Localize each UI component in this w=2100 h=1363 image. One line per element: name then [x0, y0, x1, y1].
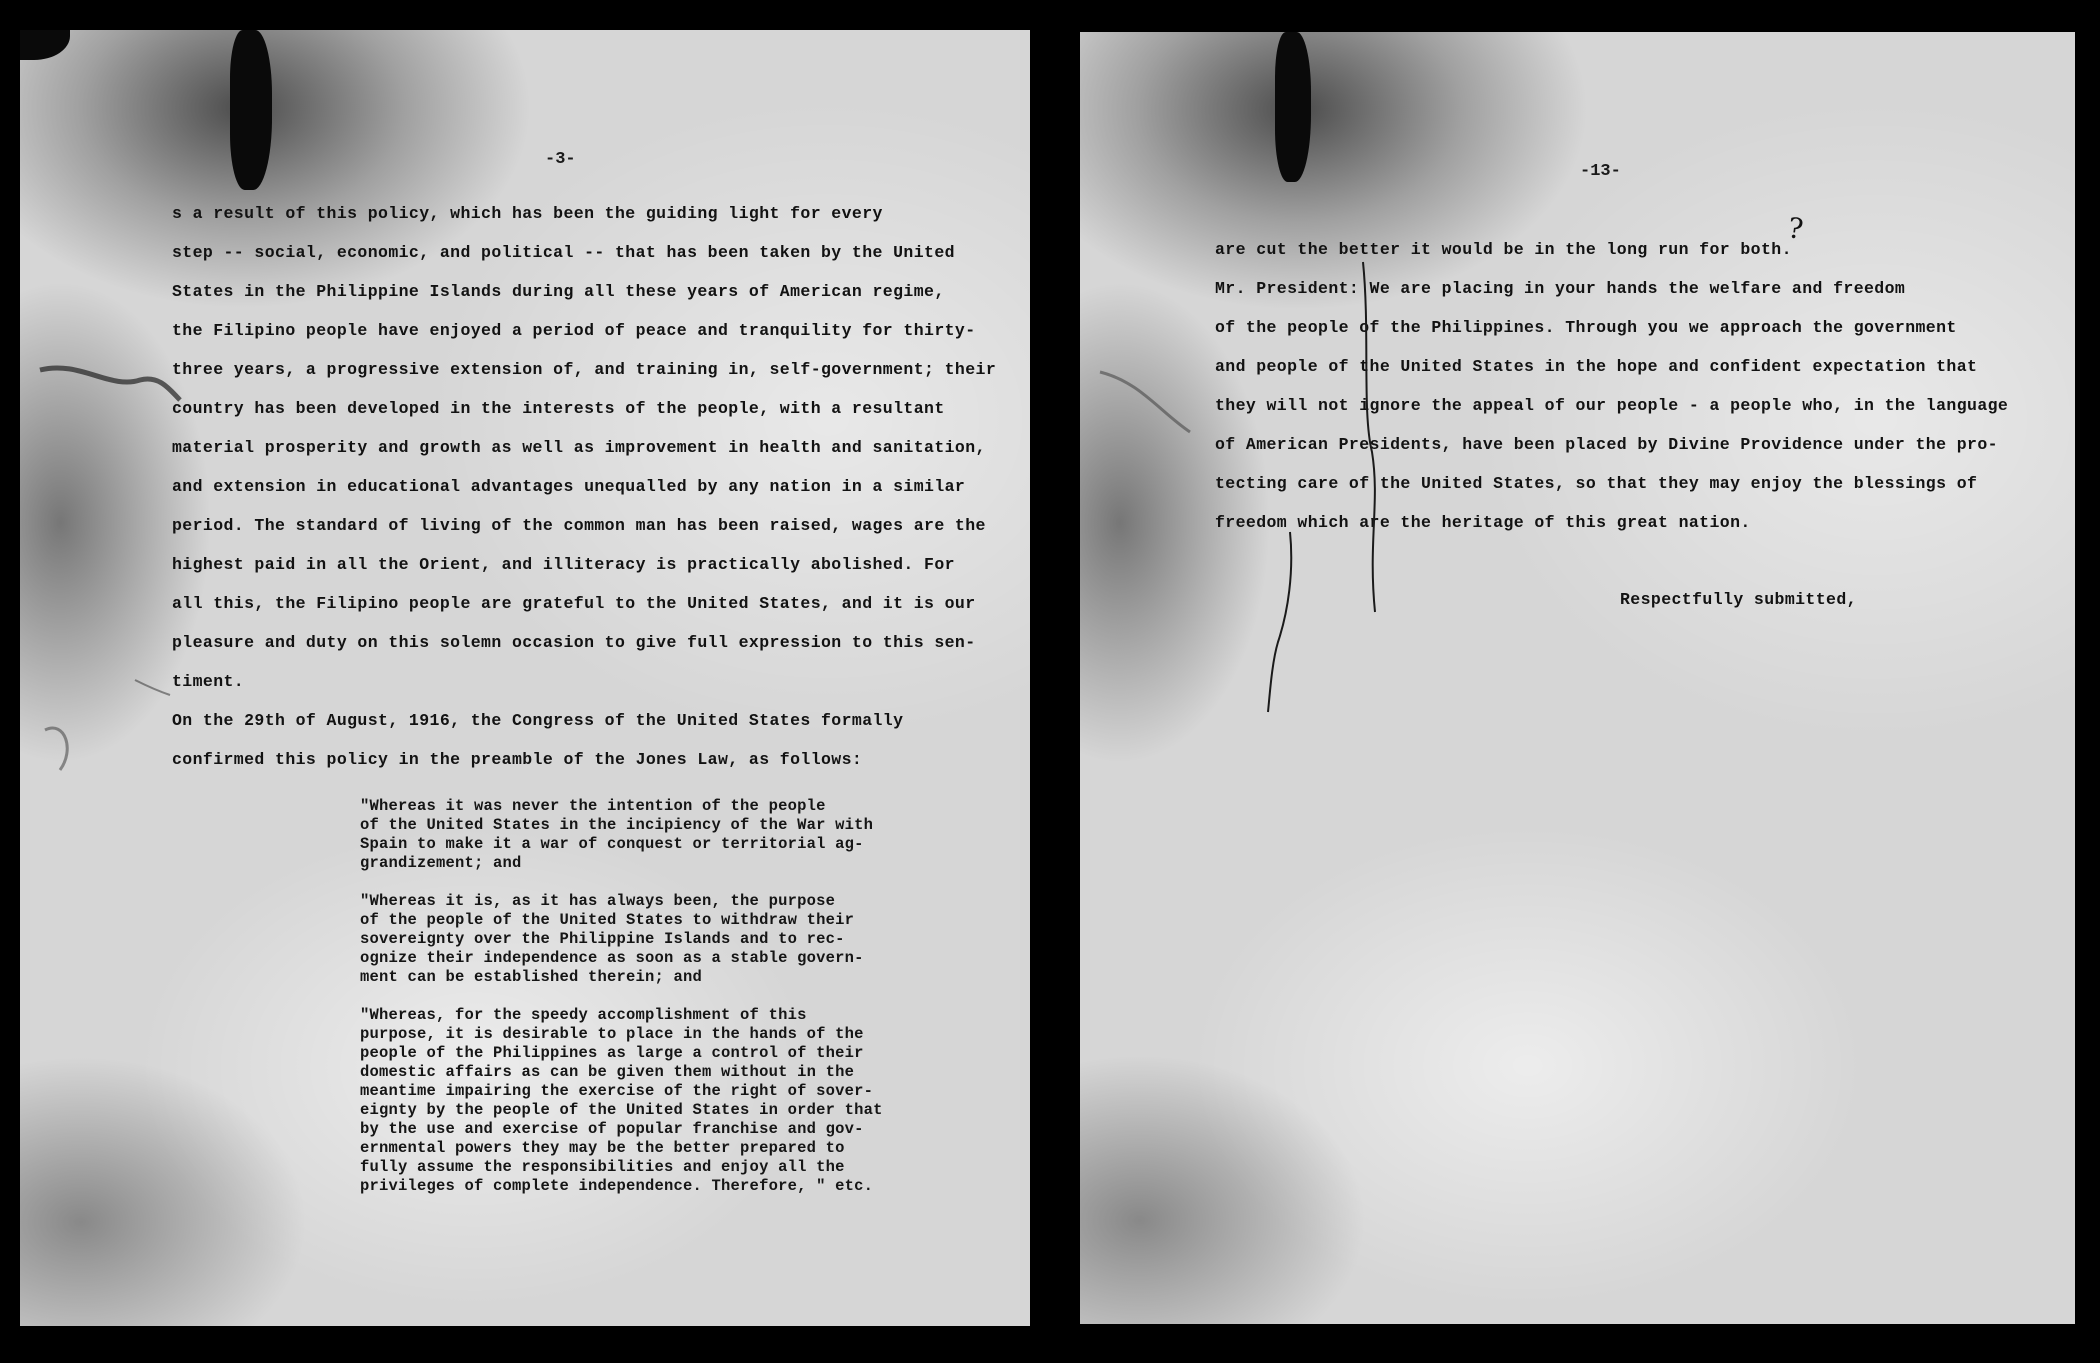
- body-line: On the 29th of August, 1916, the Congress of the United States formally: [172, 711, 904, 730]
- quote-line: meantime impairing the exercise of the right of sover-: [360, 1082, 874, 1100]
- closing-signature: Respectfully submitted,: [1620, 590, 1857, 609]
- body-line: and people of the United States in the hope and confident expectation that: [1215, 357, 1978, 376]
- quote-line: purpose, it is desirable to place in the hands of the: [360, 1025, 864, 1043]
- body-line: three years, a progressive extension of, and training in, self-government; their: [172, 360, 997, 379]
- quote-line: Spain to make it a war of conquest or territorial ag-: [360, 835, 864, 853]
- body-line: all this, the Filipino people are grateful to the United States, and it is our: [172, 594, 976, 613]
- quote-line: by the use and exercise of popular franchise and gov-: [360, 1120, 864, 1138]
- body-line: material prosperity and growth as well as improvement in health and sanitation,: [172, 438, 986, 457]
- body-line: confirmed this policy in the preamble of the Jones Law, as follows:: [172, 750, 863, 769]
- right-page: [1080, 32, 2075, 1324]
- body-line: freedom which are the heritage of this great nation.: [1215, 513, 1751, 532]
- left-page: [20, 30, 1030, 1326]
- quote-line: sovereignty over the Philippine Islands and to rec-: [360, 930, 845, 948]
- quote-line: of the United States in the incipiency of the War with: [360, 816, 874, 834]
- body-line: States in the Philippine Islands during all these years of American regime,: [172, 282, 945, 301]
- handwritten-question-mark: ?: [1785, 211, 1806, 246]
- left-page-number: -3-: [545, 150, 576, 169]
- body-line: highest paid in all the Orient, and illiteracy is practically abolished. For: [172, 555, 955, 574]
- body-line: pleasure and duty on this solemn occasion to give full expression to this sen-: [172, 633, 976, 652]
- quote-line: "Whereas it is, as it has always been, the purpose: [360, 892, 836, 910]
- quote-line: people of the Philippines as large a control of their: [360, 1044, 864, 1062]
- body-line: of American Presidents, have been placed by Divine Providence under the pro-: [1215, 435, 1998, 454]
- quote-line: ognize their independence as soon as a stable govern-: [360, 949, 864, 967]
- quote-line: ment can be established therein; and: [360, 968, 703, 986]
- right-page-pen-marks: [1080, 32, 2075, 1324]
- body-line: timent.: [172, 672, 245, 691]
- quote-line: "Whereas it was never the intention of the people: [360, 797, 826, 815]
- quote-line: fully assume the responsibilities and enjoy all the: [360, 1158, 845, 1176]
- body-line: s a result of this policy, which has been the guiding light for every: [172, 204, 883, 223]
- quote-line: eignty by the people of the United States in order that: [360, 1101, 883, 1119]
- body-line: of the people of the Philippines. Through you we approach the government: [1215, 318, 1957, 337]
- body-line: and extension in educational advantages unequalled by any nation in a similar: [172, 477, 966, 496]
- right-page-number: -13-: [1580, 162, 1621, 181]
- body-line: step -- social, economic, and political -- that has been taken by the United: [172, 243, 955, 262]
- body-line: Mr. President: We are placing in your hands the welfare and freedom: [1215, 279, 1906, 298]
- body-line: the Filipino people have enjoyed a period of peace and tranquility for thirty-: [172, 321, 976, 340]
- quote-line: privileges of complete independence. Therefore, " etc.: [360, 1177, 874, 1195]
- quote-line: "Whereas, for the speedy accomplishment of this: [360, 1006, 807, 1024]
- quote-line: grandizement; and: [360, 854, 522, 872]
- body-line: are cut the better it would be in the long run for both.: [1215, 240, 1792, 259]
- body-line: they will not ignore the appeal of our people - a people who, in the language: [1215, 396, 2009, 415]
- quote-line: domestic affairs as can be given them without in the: [360, 1063, 855, 1081]
- left-page-stain-marks: [20, 30, 1030, 1326]
- body-line: period. The standard of living of the common man has been raised, wages are the: [172, 516, 986, 535]
- body-line: country has been developed in the interests of the people, with a resultant: [172, 399, 945, 418]
- body-line: tecting care of the United States, so that they may enjoy the blessings of: [1215, 474, 1978, 493]
- quote-line: ernmental powers they may be the better prepared to: [360, 1139, 845, 1157]
- quote-line: of the people of the United States to withdraw their: [360, 911, 855, 929]
